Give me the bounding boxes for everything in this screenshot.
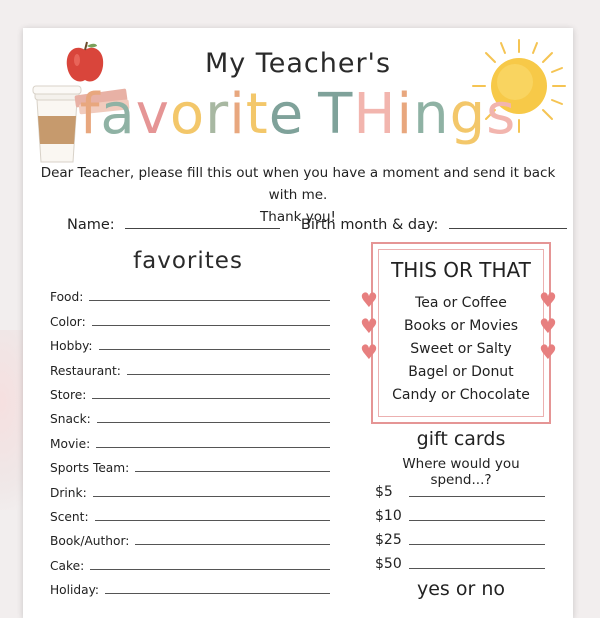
- gift-cards-list: [375, 476, 545, 572]
- title-letter: T: [318, 82, 354, 147]
- favorite-answer-line[interactable]: [99, 349, 330, 350]
- name-field[interactable]: [125, 214, 280, 229]
- gift-card-amount: $25: [375, 532, 402, 548]
- favorite-label: Holiday:: [50, 583, 100, 598]
- favorite-label: Snack:: [50, 412, 91, 427]
- favorite-row: [50, 573, 330, 597]
- worksheet-page: [23, 28, 573, 618]
- favorite-label: Color:: [50, 314, 86, 329]
- gift-card-row: [375, 500, 545, 524]
- heart-icon: ♥: [360, 314, 378, 338]
- favorite-row: [50, 524, 330, 548]
- favorite-label: Drink:: [50, 485, 87, 500]
- favorite-label: Book/Author:: [50, 534, 130, 549]
- this-or-that-box: [371, 242, 551, 424]
- favorites-list: [50, 280, 330, 597]
- favorite-answer-line[interactable]: [93, 496, 330, 497]
- favorite-label: Movie:: [50, 436, 91, 451]
- title-letter: i: [396, 82, 414, 147]
- birth-field[interactable]: [449, 214, 567, 229]
- favorite-row: [50, 378, 330, 402]
- favorite-label: Scent:: [50, 509, 89, 524]
- this-or-that-item[interactable]: Books or Movies: [403, 318, 519, 334]
- gift-card-amount: $5: [375, 484, 393, 500]
- favorite-row: [50, 353, 330, 377]
- name-label: Name:: [67, 217, 115, 233]
- hearts-right: [538, 290, 558, 368]
- name-row: [67, 214, 567, 233]
- title-letter: f: [79, 82, 101, 147]
- intro-line-1: Dear Teacher, please fill this out when you have a moment and send it back with me.: [40, 165, 556, 203]
- favorite-answer-line[interactable]: [135, 544, 330, 545]
- this-or-that-heading: THIS OR THAT: [391, 258, 531, 282]
- favorite-answer-line[interactable]: [97, 422, 330, 423]
- favorite-row: [50, 451, 330, 475]
- title-subtitle: My Teacher's: [204, 48, 392, 79]
- title-letter: n: [413, 82, 450, 147]
- favorite-answer-line[interactable]: [127, 374, 330, 375]
- intro-line-2: Thank you!: [260, 209, 336, 225]
- title-letter: r: [205, 82, 230, 147]
- title-favorite-things: [23, 80, 573, 150]
- favorite-label: Restaurant:: [50, 363, 121, 378]
- favorite-row: [50, 329, 330, 353]
- favorite-row: [50, 475, 330, 499]
- favorite-answer-line[interactable]: [135, 471, 330, 472]
- favorite-label: Hobby:: [50, 339, 93, 354]
- favorite-answer-line[interactable]: [96, 447, 330, 448]
- title-letter: a: [100, 82, 136, 147]
- favorite-label: Food:: [50, 290, 84, 305]
- this-or-that-item[interactable]: Candy or Chocolate: [392, 387, 530, 403]
- gift-cards-question: Where would you spend...?: [402, 456, 520, 488]
- title-letter: v: [135, 82, 170, 147]
- this-or-that-item[interactable]: Bagel or Donut: [408, 364, 514, 380]
- favorite-row: [50, 280, 330, 304]
- favorite-row: [50, 548, 330, 572]
- title-letter: g: [449, 82, 487, 147]
- gift-card-answer-line[interactable]: [409, 496, 545, 497]
- birth-label: Birth month & day:: [300, 217, 439, 233]
- favorite-label: Sports Team:: [50, 461, 130, 476]
- title-letter: e: [268, 82, 305, 147]
- favorites-heading: favorites: [133, 248, 243, 274]
- title-letter: s: [486, 82, 517, 147]
- gift-card-amount: $10: [375, 508, 402, 524]
- favorite-answer-line[interactable]: [89, 300, 330, 301]
- title-letter: i: [229, 82, 246, 147]
- heart-icon: ♥: [539, 314, 557, 338]
- heart-icon: ♥: [360, 340, 378, 364]
- favorite-answer-line[interactable]: [95, 520, 330, 521]
- favorite-row: [50, 402, 330, 426]
- gift-card-answer-line[interactable]: [409, 568, 545, 569]
- favorite-row: [50, 500, 330, 524]
- hearts-left: [359, 290, 379, 368]
- heart-icon: ♥: [539, 288, 557, 312]
- title-letter: t: [245, 82, 269, 147]
- favorite-label: Cake:: [50, 558, 85, 573]
- gift-card-row: [375, 548, 545, 572]
- yes-or-no-heading: yes or no: [416, 578, 505, 600]
- gift-cards-heading: gift cards: [416, 428, 506, 450]
- this-or-that-item[interactable]: Sweet or Salty: [410, 341, 512, 357]
- heart-icon: ♥: [360, 288, 378, 312]
- favorite-answer-line[interactable]: [92, 398, 330, 399]
- favorite-answer-line[interactable]: [105, 593, 330, 594]
- gift-card-answer-line[interactable]: [409, 520, 545, 521]
- this-or-that-list: [373, 292, 549, 407]
- gift-card-answer-line[interactable]: [409, 544, 545, 545]
- gift-card-row: [375, 476, 545, 500]
- heart-icon: ♥: [539, 340, 557, 364]
- favorite-row: [50, 426, 330, 450]
- favorite-label: Store:: [50, 387, 87, 402]
- title-letter: o: [169, 82, 206, 147]
- favorite-answer-line[interactable]: [92, 325, 330, 326]
- title-letter: H: [353, 82, 397, 147]
- gift-card-amount: $50: [375, 556, 402, 572]
- favorite-row: [50, 304, 330, 328]
- gift-card-row: [375, 524, 545, 548]
- this-or-that-item[interactable]: Tea or Coffee: [415, 295, 507, 311]
- favorite-answer-line[interactable]: [90, 569, 330, 570]
